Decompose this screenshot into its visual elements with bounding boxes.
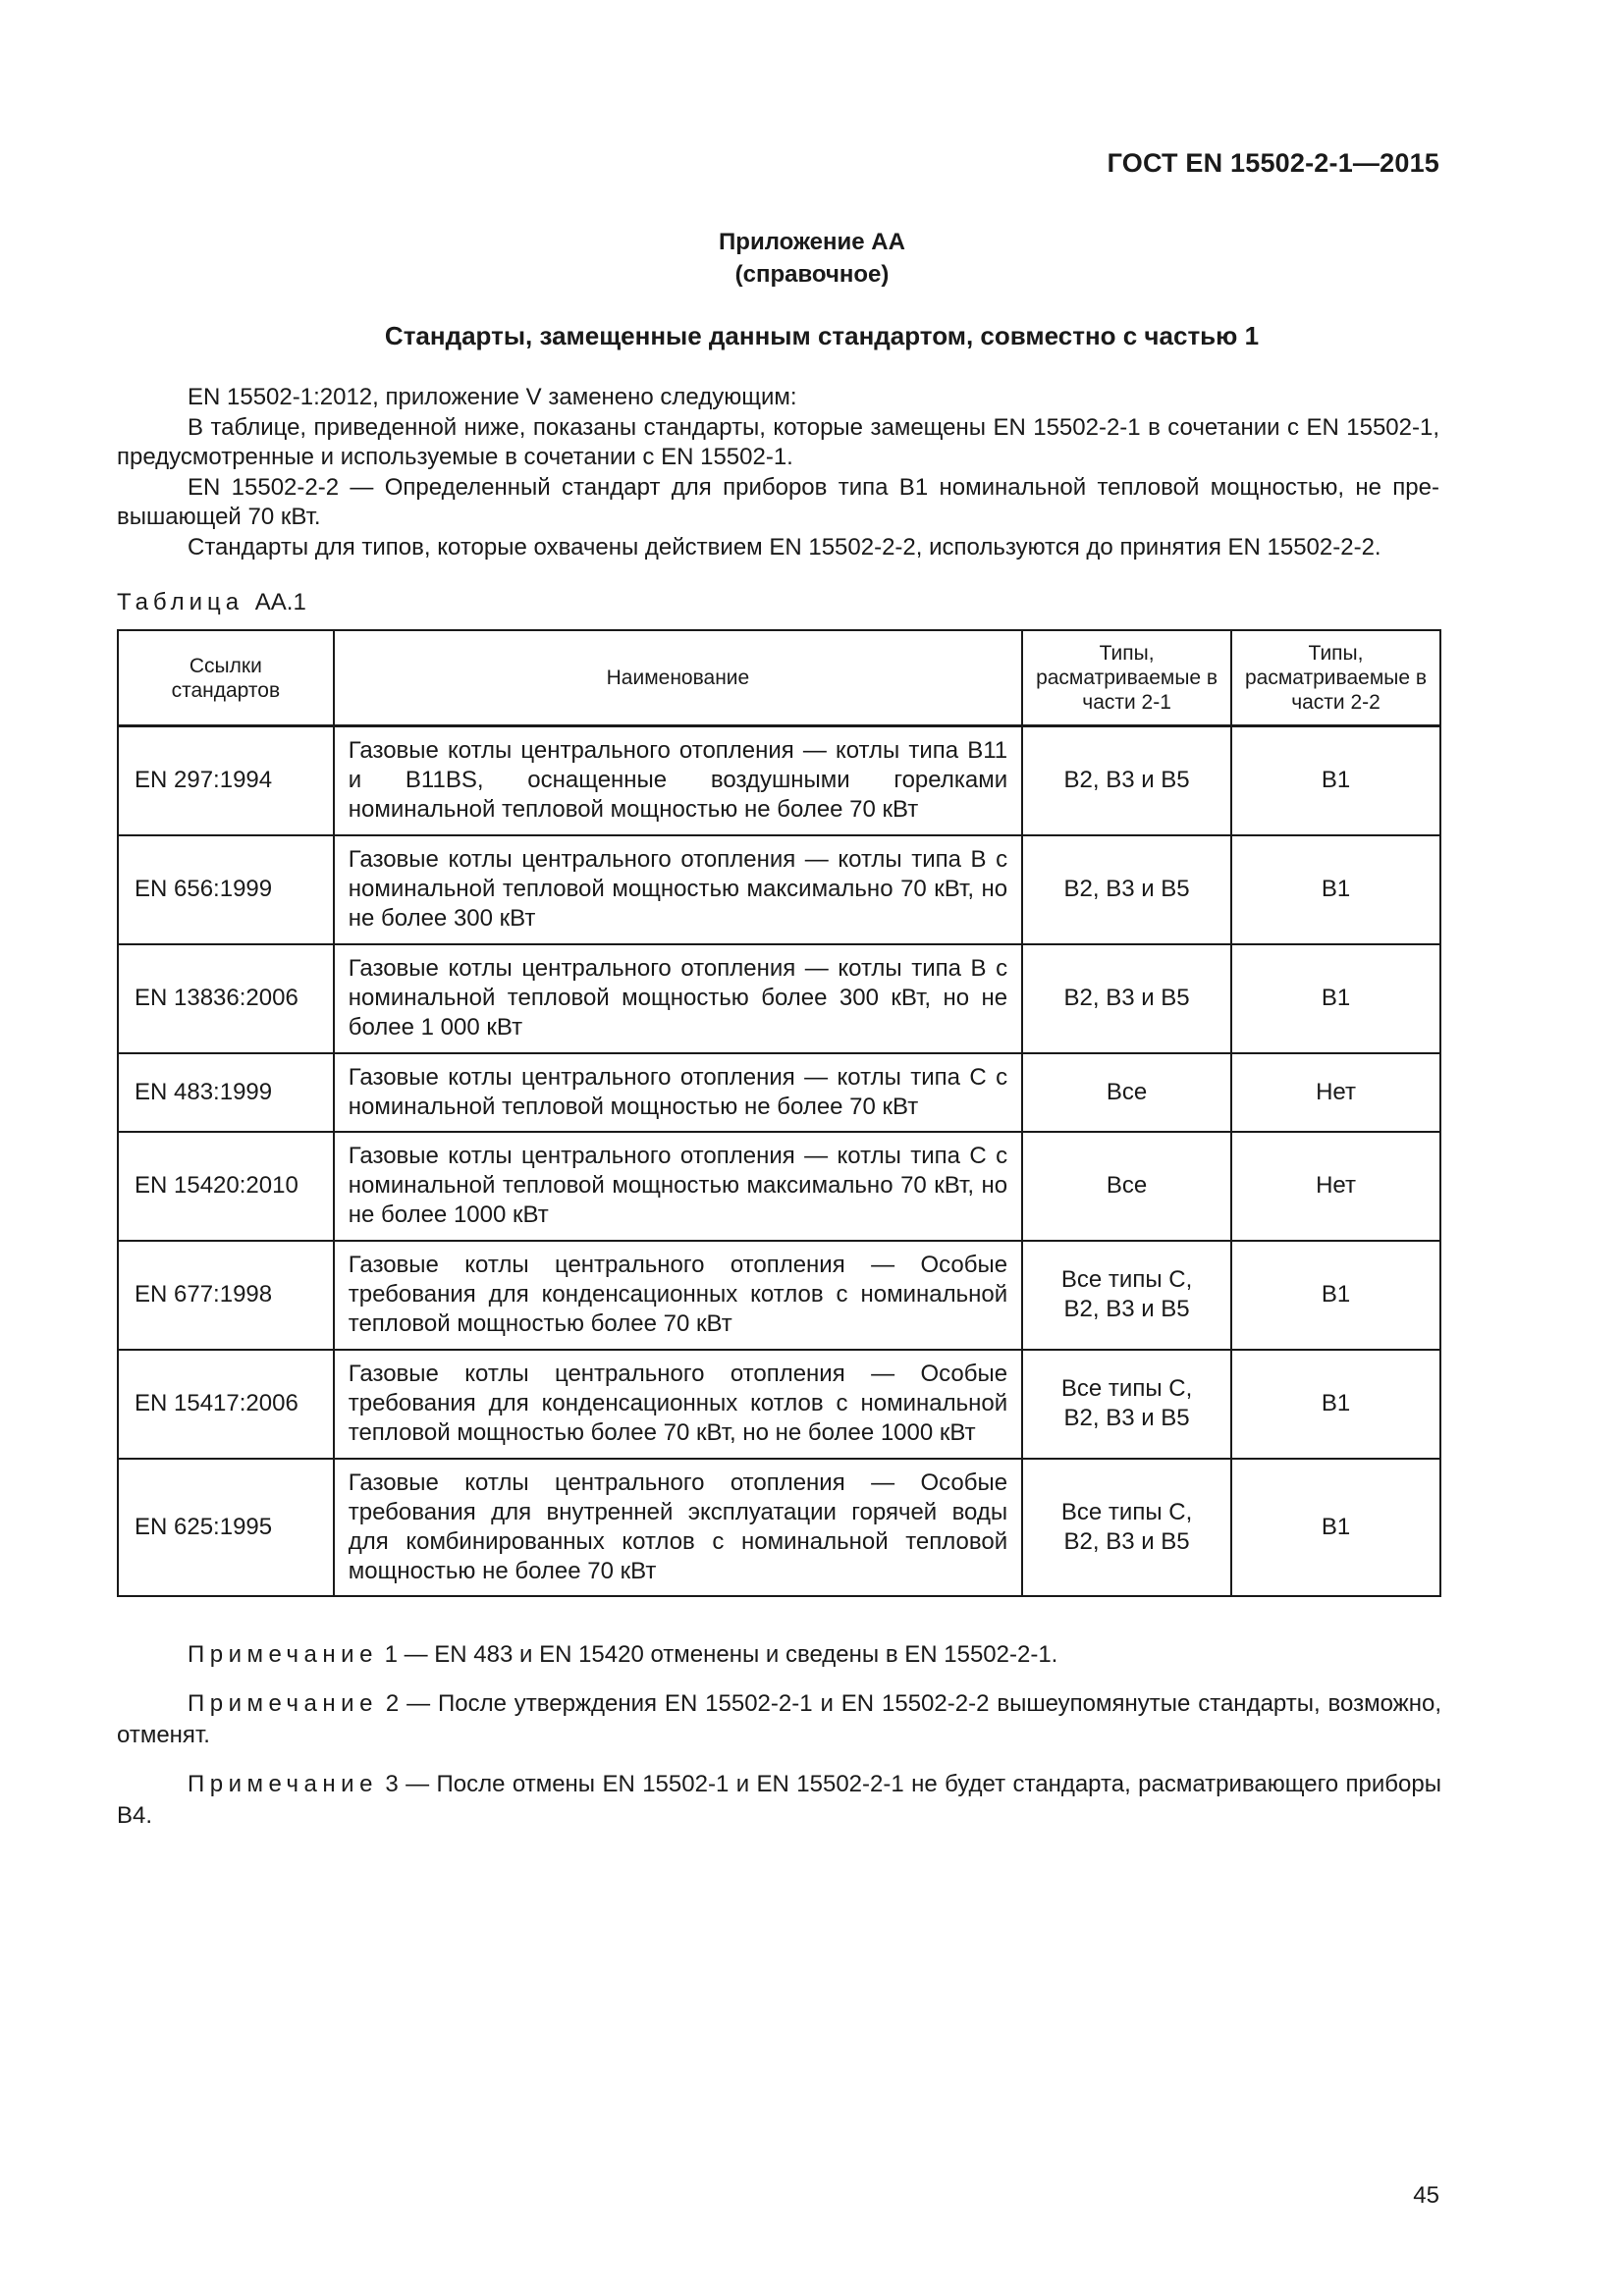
cell-name: Газовые котлы центрального отопления — котлы типа С с номинальной тепловой мощностью максимально 70 кВт, но не более 1000 кВт [334, 1132, 1022, 1241]
table-caption-word: Таблица [117, 589, 244, 615]
note-text: 2 — После утверждения EN 15502-2-1 и EN 15502-2-2 вышеупомянутые стандарты, возможно, отменят. [117, 1690, 1442, 1748]
cell-part-2-1: Все типы С, В2, В3 и В5 [1022, 1241, 1231, 1350]
cell-reference: EN 677:1998 [118, 1241, 334, 1350]
cell-reference: EN 656:1999 [118, 835, 334, 944]
header-name: Наименование [334, 630, 1022, 726]
table-row [118, 1350, 1440, 1459]
cell-part-2-1: В2, В3 и В5 [1022, 726, 1231, 835]
table-row [118, 726, 1440, 835]
cell-part-2-2: В1 [1231, 1459, 1440, 1596]
note [117, 1769, 1441, 1832]
cell-part-2-1: Все [1022, 1132, 1231, 1241]
cell-part-2-2: В1 [1231, 726, 1440, 835]
table-caption [117, 589, 306, 616]
header-references: Ссылки стандартов [118, 630, 334, 726]
table-row [118, 944, 1440, 1053]
cell-reference: EN 297:1994 [118, 726, 334, 835]
standards-table [117, 629, 1441, 1597]
cell-part-2-2: В1 [1231, 835, 1440, 944]
note [117, 1639, 1441, 1671]
cell-part-2-2: В1 [1231, 1350, 1440, 1459]
note-label: Примечание [188, 1771, 378, 1797]
cell-part-2-1: В2, В3 и В5 [1022, 944, 1231, 1053]
table-row [118, 1053, 1440, 1132]
cell-name: Газовые котлы центрального отопления — Особые требования для конденсационных котлов с номинальной тепловой мощностью более 70 кВт, но не более 1000 кВт [334, 1350, 1022, 1459]
annex-title: Приложение АА [719, 229, 905, 255]
cell-name: Газовые котлы центрального отопления — котлы типа В11 и В11BS, оснащенные воздушными горелками номинальной тепловой мощностью не более 70 кВт [334, 726, 1022, 835]
paragraph: EN 15502-1:2012, приложение V заменено следующим: [188, 384, 797, 410]
note-label: Примечание [188, 1690, 378, 1717]
notes [117, 1639, 1441, 1849]
cell-name: Газовые котлы центрального отопления — Особые требования для конденсационных котлов с номинальной тепловой мощностью более 70 кВт [334, 1241, 1022, 1350]
document-code: ГОСТ EN 15502-2-1—2015 [1107, 148, 1439, 178]
note [117, 1688, 1441, 1751]
table-row [118, 835, 1440, 944]
page-number: 45 [1413, 2182, 1439, 2209]
note-text: 1 — EN 483 и EN 15420 отменены и сведены в EN 15502-2-1. [384, 1641, 1058, 1668]
section-title: Стандарты, замещенные данным стандартом, совместно с частью 1 [384, 321, 1260, 350]
table-header-row [118, 630, 1440, 726]
table-caption-number: АА.1 [254, 589, 306, 615]
table-row [118, 1132, 1440, 1241]
cell-part-2-2: Нет [1231, 1132, 1440, 1241]
header-part-2-2: Типы, расматриваемые в части 2-2 [1231, 630, 1440, 726]
body-text [117, 383, 1439, 562]
cell-reference: EN 625:1995 [118, 1459, 334, 1596]
annex-subtitle: (справочное) [734, 261, 890, 288]
cell-reference: EN 13836:2006 [118, 944, 334, 1053]
cell-part-2-2: В1 [1231, 944, 1440, 1053]
cell-part-2-1: Все типы С, В2, В3 и В5 [1022, 1459, 1231, 1596]
header-part-2-1: Типы, расматриваемые в части 2-1 [1022, 630, 1231, 726]
note-label: Примечание [188, 1641, 378, 1668]
cell-name: Газовые котлы центрального отопления — котлы типа С с номинальной тепловой мощностью не более 70 кВт [334, 1053, 1022, 1132]
cell-part-2-2: Нет [1231, 1053, 1440, 1132]
cell-name: Газовые котлы центрального отопления — котлы типа В с номинальной тепловой мощностью максимально 70 кВт, но не более 300 кВт [334, 835, 1022, 944]
cell-part-2-2: В1 [1231, 1241, 1440, 1350]
cell-name: Газовые котлы центрального отопления — Особые требования для внутренней эксплуатации горячей воды для комбинированных котлов с номинальной тепловой мощностью не более 70 кВт [334, 1459, 1022, 1596]
paragraph: EN 15502-2-2 — Определенный стандарт для приборов типа В1 номинальной тепловой мощностью, не превышающей 70 кВт. [117, 473, 1439, 530]
table-row [118, 1241, 1440, 1350]
cell-part-2-1: В2, В3 и В5 [1022, 835, 1231, 944]
cell-part-2-1: Все [1022, 1053, 1231, 1132]
paragraph: В таблице, приведенной ниже, показаны стандарты, которые замещены EN 15502-2-1 в сочетании с EN 15502-1, предусмотренные и используемые в сочетании с EN 15502-1. [117, 413, 1439, 470]
note-text: 3 — После отмены EN 15502-1 и EN 15502-2-1 не будет стандарта, расматривающего приборы В4. [117, 1771, 1441, 1829]
table-row [118, 1459, 1440, 1596]
cell-reference: EN 483:1999 [118, 1053, 334, 1132]
annex-heading [0, 226, 1624, 291]
cell-reference: EN 15417:2006 [118, 1350, 334, 1459]
cell-reference: EN 15420:2010 [118, 1132, 334, 1241]
cell-name: Газовые котлы центрального отопления — котлы типа В с номинальной тепловой мощностью более 300 кВт, но не более 1 000 кВт [334, 944, 1022, 1053]
cell-part-2-1: Все типы С, В2, В3 и В5 [1022, 1350, 1231, 1459]
paragraph: Стандарты для типов, которые охвачены действием EN 15502-2-2, используются до принятия EN 15502-2-2. [188, 533, 1381, 561]
